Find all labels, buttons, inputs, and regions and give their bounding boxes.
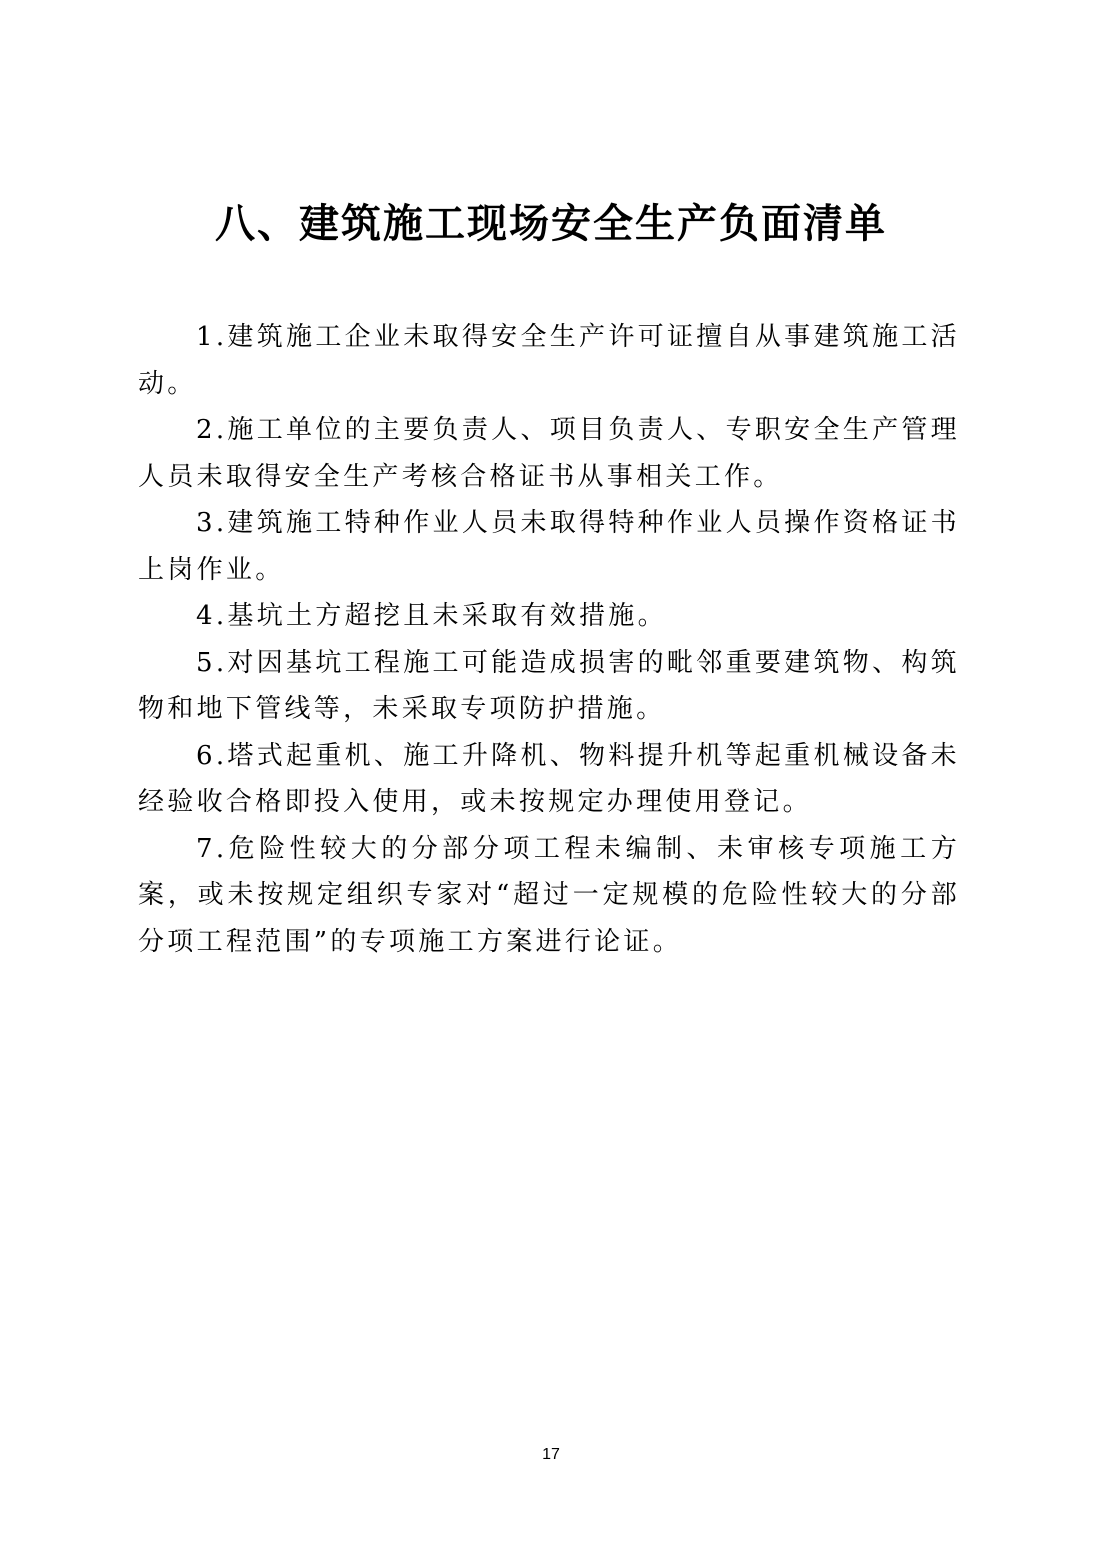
list-item-5: 5.对因基坑工程施工可能造成损害的毗邻重要建筑物、构筑物和地下管线等，未采取专项防护措施。 (138, 647, 960, 724)
page-number: 17 (542, 1446, 560, 1463)
list-item-1: 1.建筑施工企业未取得安全生产许可证擅自从事建筑施工活动。 (138, 322, 960, 399)
list-item-4: 4.基坑土方超挖且未采取有效措施。 (196, 601, 667, 631)
list-item-7: 7.危险性较大的分部分项工程未编制、未审核专项施工方案，或未按规定组织专家对“超过一定规模的危险性较大的分部分项工程范围”的专项施工方案进行论证。 (138, 833, 960, 957)
page-title: 八、建筑施工现场安全生产负面清单 (215, 201, 887, 247)
negative-list-body (138, 314, 960, 965)
list-item-2: 2.施工单位的主要负责人、项目负责人、专职安全生产管理人员未取得安全生产考核合格证书从事相关工作。 (138, 415, 960, 492)
list-item-3: 3.建筑施工特种作业人员未取得特种作业人员操作资格证书上岗作业。 (138, 508, 960, 585)
list-item-6: 6.塔式起重机、施工升降机、物料提升机等起重机械设备未经验收合格即投入使用，或未按规定办理使用登记。 (138, 740, 960, 817)
